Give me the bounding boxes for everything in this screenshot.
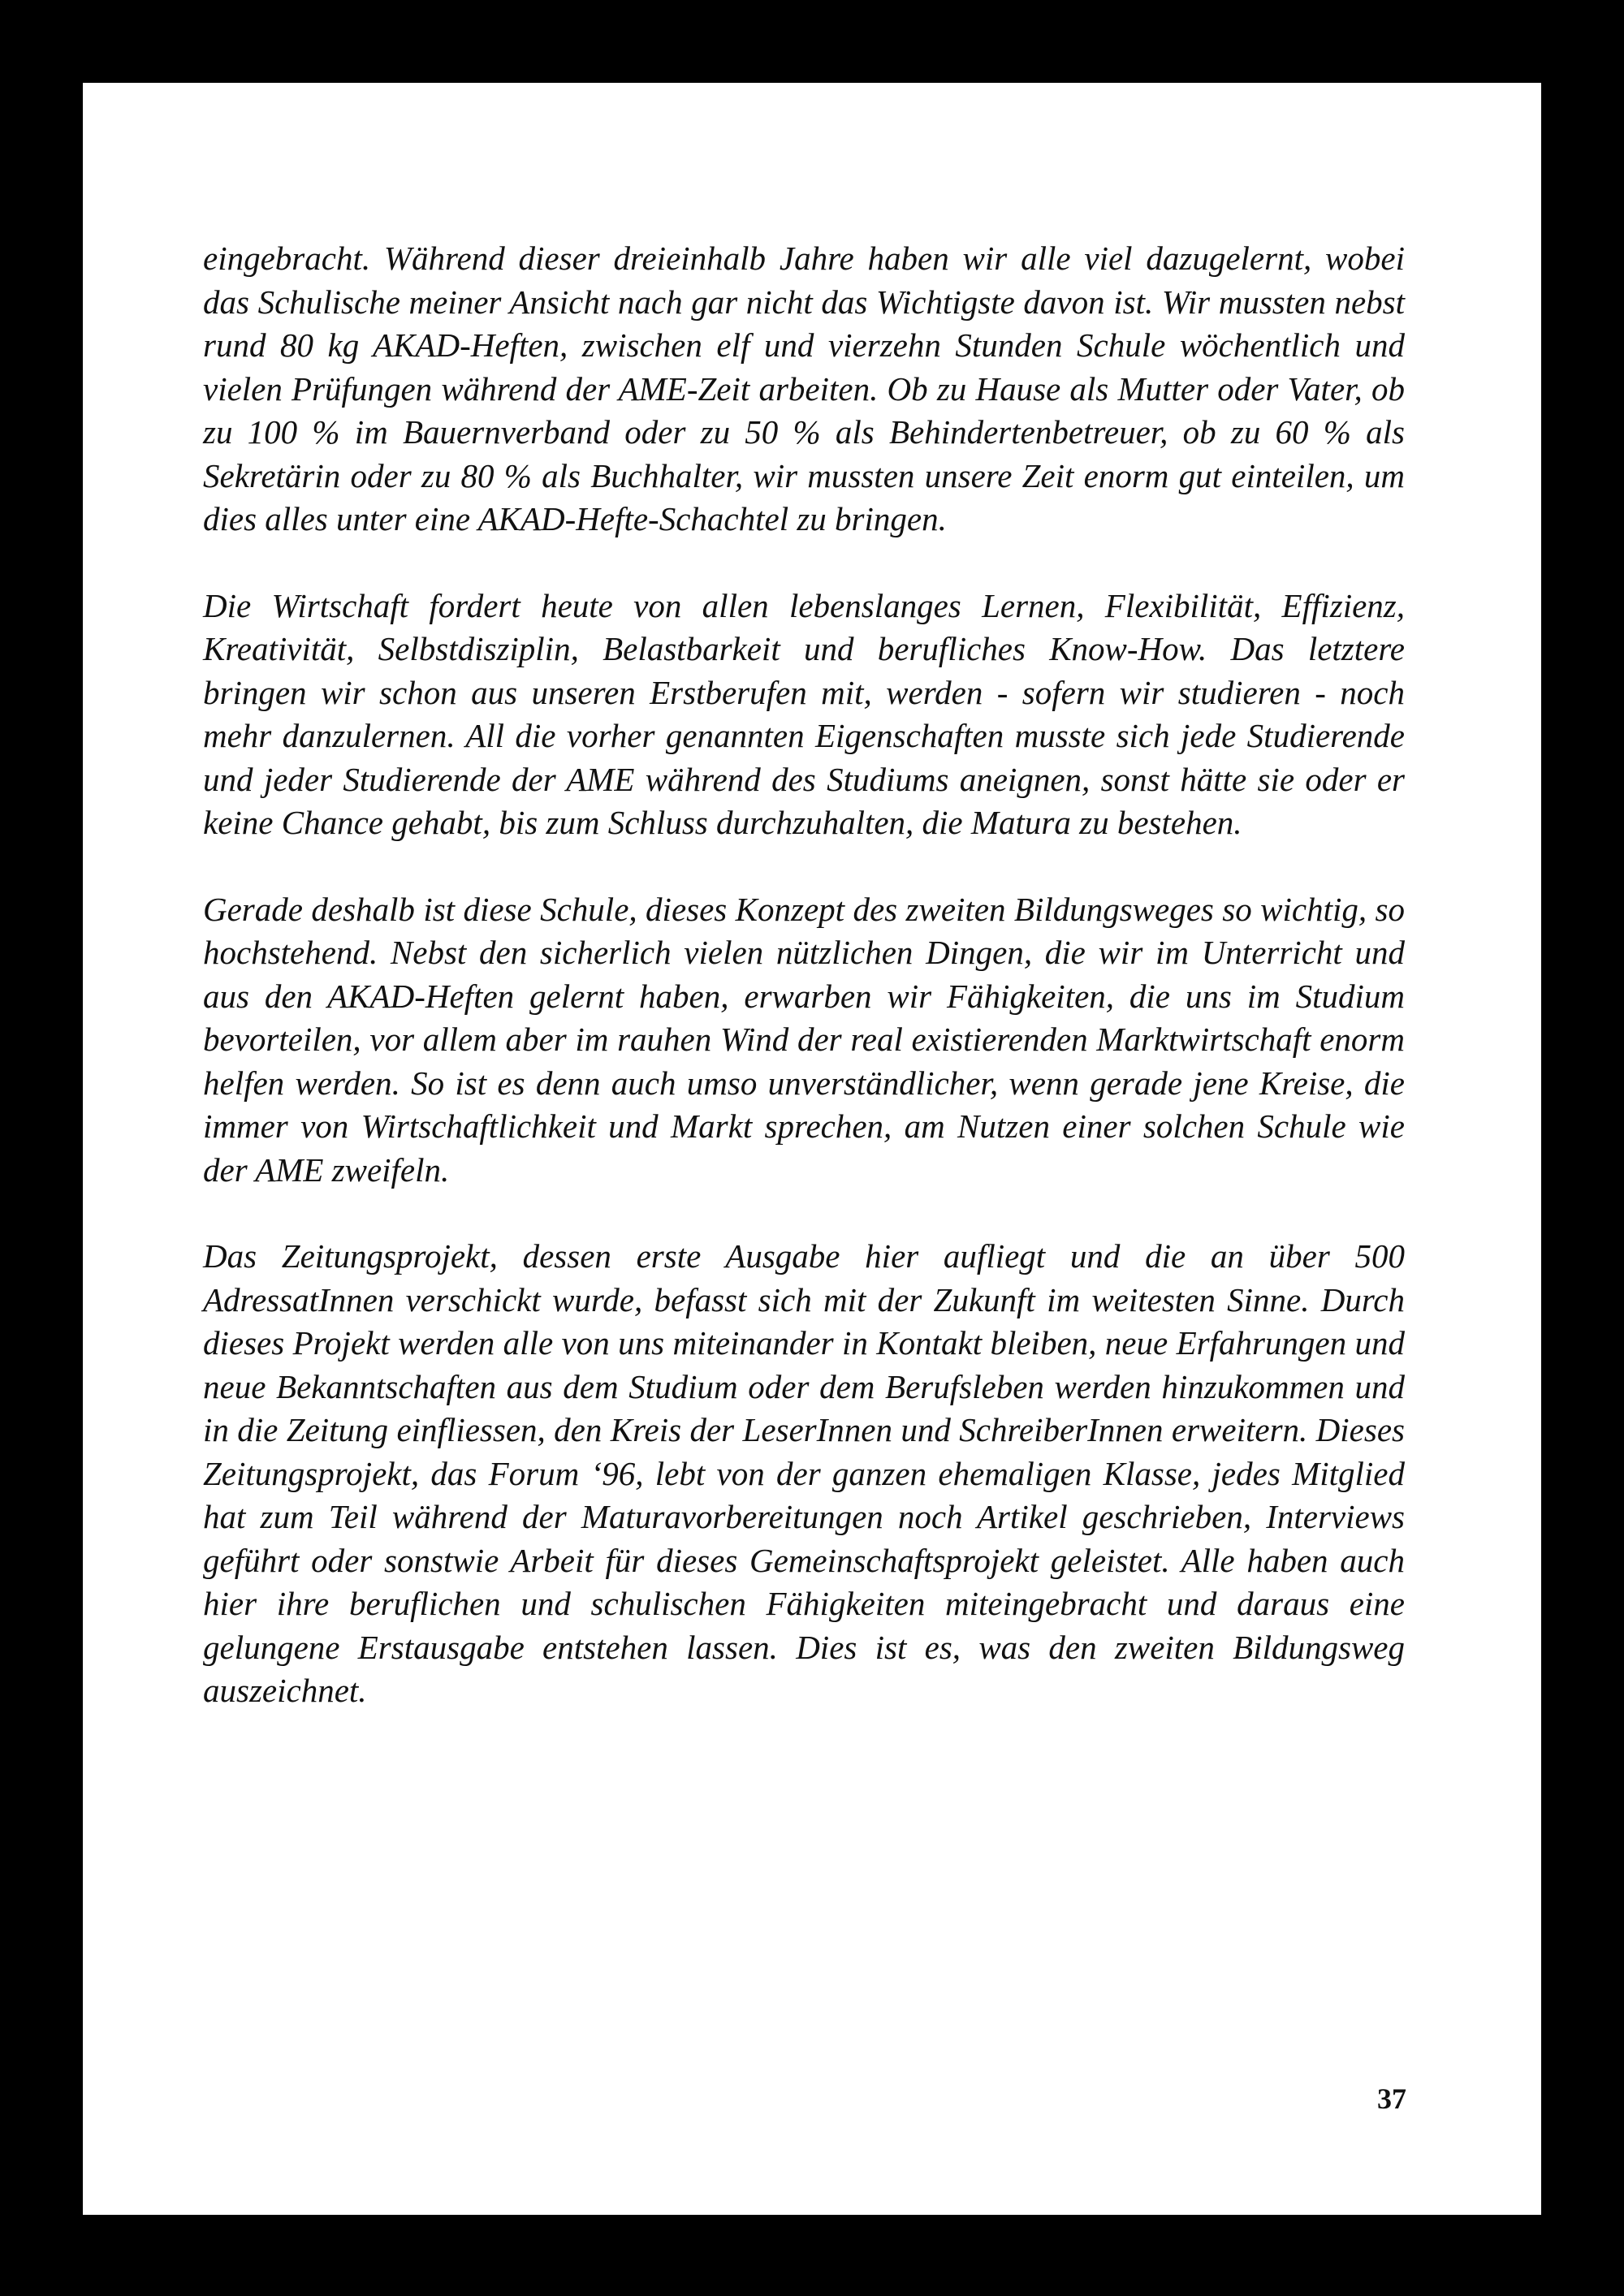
paragraph-2: Die Wirtschaft fordert heute von allen lebenslanges Lernen, Flexibilität, Effizienz, Kreativität, Selbstdisziplin, Belastbarkeit und berufliches Know-How. Das letztere bringen wir schon aus unseren Erstberufen mit, werden - sofern wir studieren - noch mehr danzulernen. All die vorher genannten Eigenschaften musste sich jede Studierende und jeder Studierende der AME während des Studiums aneignen, sonst hätte sie oder er keine Chance gehabt, bis zum Schluss durchzuhalten, die Matura zu bestehen. — [203, 586, 1405, 841]
document-page — [83, 83, 1541, 2215]
body-text — [203, 237, 1405, 1756]
paragraph-3: Gerade deshalb ist diese Schule, dieses Konzept des zweiten Bildungsweges so wichtig, so hochstehend. Nebst den sicherlich vielen nützlichen Dingen, die wir im Unterricht und aus den AKAD-Heften gelernt haben, erwarben wir Fähigkeiten, die uns im Studium bevorteilen, vor allem aber im rauhen Wind der real existierenden Marktwirtschaft enorm helfen werden. So ist es denn auch umso unverständlicher, wenn gerade jene Kreise, die immer von Wirtschaftlichkeit und Markt sprechen, am Nutzen einer solchen Schule wie der AME zweifeln. — [203, 890, 1405, 1189]
page-number: 37 — [1377, 2082, 1406, 2115]
paragraph-1: eingebracht. Während dieser dreieinhalb Jahre haben wir alle viel dazugelernt, wobei das Schulische meiner Ansicht nach gar nicht das Wichtigste davon ist. Wir mussten nebst rund 80 kg AKAD-Heften, zwischen elf und vierzehn Stunden Schule wöchentlich und vielen Prüfungen während der AME-Zeit arbeiten. Ob zu Hause als Mutter oder Vater, ob zu 100 % im Bauernverband oder zu 50 % als Behindertenbetreuer, ob zu 60 % als Sekretärin oder zu 80 % als Buchhalter, wir mussten unsere Zeit enorm gut einteilen, um dies alles unter eine AKAD-Hefte-Schachtel zu bringen. — [203, 240, 1405, 537]
paragraph-4: Das Zeitungsprojekt, dessen erste Ausgabe hier aufliegt und die an über 500 AdressatInnen verschickt wurde, befasst sich mit der Zukunft im weitesten Sinne. Durch dieses Projekt werden alle von uns miteinander in Kontakt bleiben, neue Erfahrungen und neue Bekanntschaften aus dem Studium oder dem Berufsleben werden hinzukommen und in die Zeitung einfliessen, den Kreis der LeserInnen und SchreiberInnen erweitern. Dieses Zeitungsprojekt, das Forum ‘96, lebt von der ganzen ehemaligen Klasse, jedes Mitglied hat zum Teil während der Maturavorbereitungen noch Artikel geschrieben, Interviews geführt oder sonstwie Arbeit für dieses Gemeinschaftsprojekt geleistet. Alle haben auch hier ihre beruflichen und schulischen Fähigkeiten miteingebracht und daraus eine gelungene Erstausgabe entstehen lassen. Dies ist es, was den zweiten Bildungsweg auszeichnet. — [203, 1237, 1405, 1709]
